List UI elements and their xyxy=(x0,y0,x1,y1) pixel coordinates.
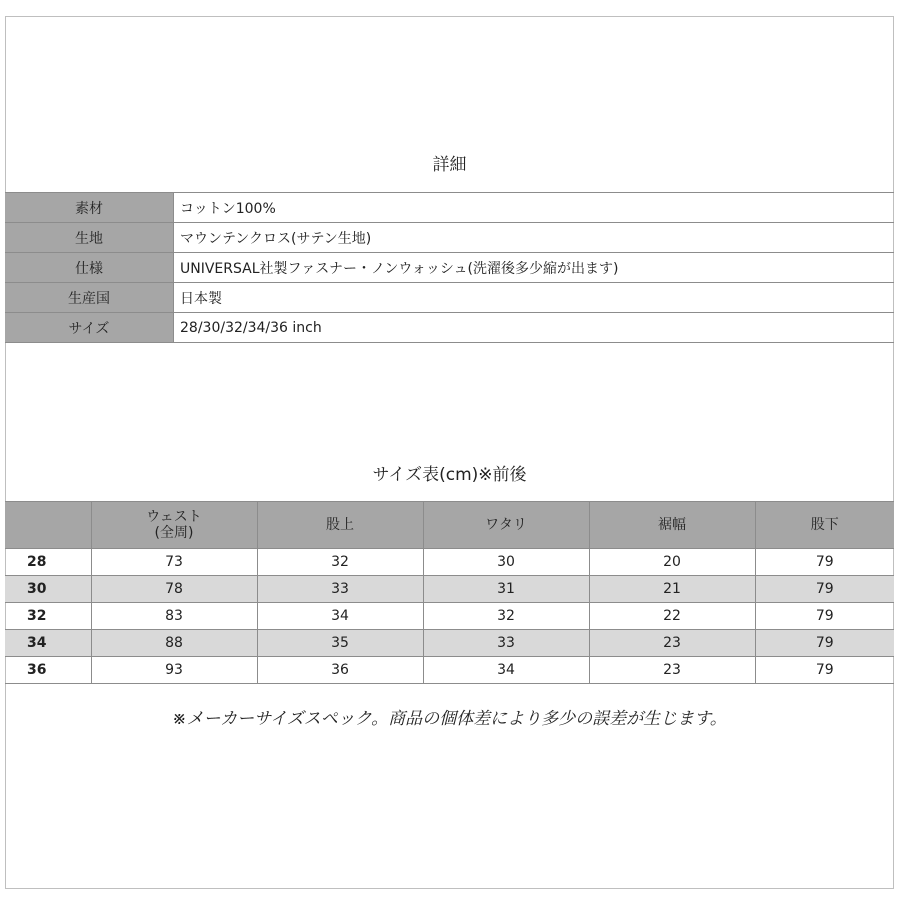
size-table xyxy=(5,501,894,684)
page-frame xyxy=(5,16,894,889)
details-row xyxy=(5,313,894,343)
cell-hem: 20 xyxy=(589,549,755,576)
cell-waist: 93 xyxy=(91,657,257,684)
cell-hem: 23 xyxy=(589,630,755,657)
details-value: コットン100% xyxy=(174,193,895,223)
size-label: 34 xyxy=(5,630,91,657)
disclaimer-note: ※メーカーサイズスペック。商品の個体差により多少の誤差が生じます。 xyxy=(172,709,727,729)
cell-rise: 35 xyxy=(257,630,423,657)
cell-inseam: 79 xyxy=(755,630,894,657)
cell-waist: 88 xyxy=(91,630,257,657)
details-row xyxy=(5,193,894,223)
details-value: 日本製 xyxy=(174,283,895,313)
cell-hem: 23 xyxy=(589,657,755,684)
cell-thigh: 30 xyxy=(423,549,589,576)
cell-inseam: 79 xyxy=(755,603,894,630)
details-title: 詳細 xyxy=(432,155,467,175)
size-label: 28 xyxy=(5,549,91,576)
cell-thigh: 33 xyxy=(423,630,589,657)
size-label: 32 xyxy=(5,603,91,630)
cell-thigh: 34 xyxy=(423,657,589,684)
details-value: 28/30/32/34/36 inch xyxy=(174,313,895,343)
table-row xyxy=(5,657,894,684)
details-row xyxy=(5,283,894,313)
cell-rise: 33 xyxy=(257,576,423,603)
cell-waist: 78 xyxy=(91,576,257,603)
table-row xyxy=(5,630,894,657)
header-hem: 裾幅 xyxy=(589,502,755,549)
cell-rise: 32 xyxy=(257,549,423,576)
cell-rise: 34 xyxy=(257,603,423,630)
details-table xyxy=(5,192,894,343)
size-label: 36 xyxy=(5,657,91,684)
cell-rise: 36 xyxy=(257,657,423,684)
details-value: UNIVERSAL社製ファスナー・ノンウォッシュ(洗濯後多少縮が出ます) xyxy=(174,253,895,283)
details-label: 生産国 xyxy=(5,283,174,313)
cell-inseam: 79 xyxy=(755,657,894,684)
size-table-title: サイズ表(cm)※前後 xyxy=(372,465,527,485)
details-row xyxy=(5,223,894,253)
cell-thigh: 32 xyxy=(423,603,589,630)
cell-inseam: 79 xyxy=(755,576,894,603)
details-label: サイズ xyxy=(5,313,174,343)
table-row xyxy=(5,576,894,603)
details-value: マウンテンクロス(サテン生地) xyxy=(174,223,895,253)
size-label: 30 xyxy=(5,576,91,603)
cell-hem: 21 xyxy=(589,576,755,603)
cell-inseam: 79 xyxy=(755,549,894,576)
cell-waist: 73 xyxy=(91,549,257,576)
details-label: 素材 xyxy=(5,193,174,223)
header-rise: 股上 xyxy=(257,502,423,549)
header-thigh: ワタリ xyxy=(423,502,589,549)
cell-thigh: 31 xyxy=(423,576,589,603)
details-label: 生地 xyxy=(5,223,174,253)
header-inseam: 股下 xyxy=(755,502,894,549)
cell-waist: 83 xyxy=(91,603,257,630)
details-label: 仕様 xyxy=(5,253,174,283)
size-table-header-row xyxy=(5,502,894,549)
details-row xyxy=(5,253,894,283)
table-row xyxy=(5,603,894,630)
table-row xyxy=(5,549,894,576)
cell-hem: 22 xyxy=(589,603,755,630)
header-size xyxy=(5,502,91,549)
header-waist: ウェスト (全周) xyxy=(91,502,257,549)
